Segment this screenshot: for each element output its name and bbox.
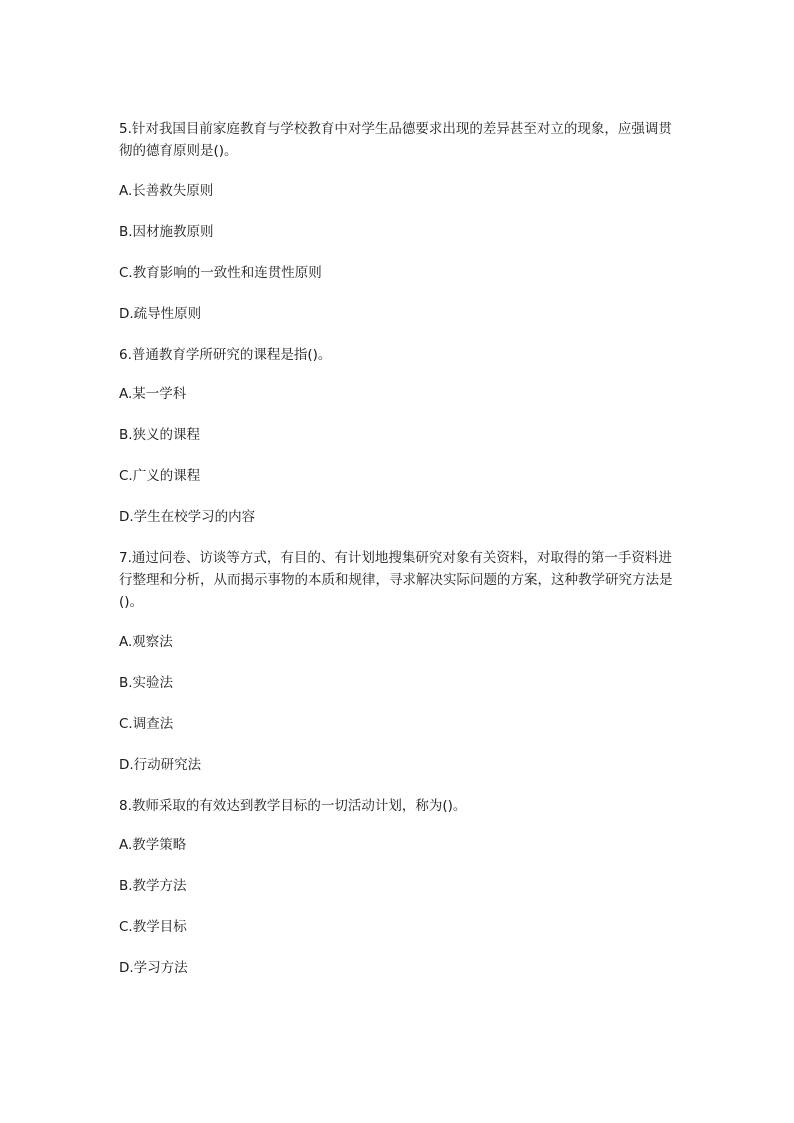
question-5-option-d: D.疏导性原则 [119,306,202,322]
question-5-stem: 5.针对我国目前家庭教育与学校教育中对学生品德要求出现的差异甚至对立的现象，应强调贯彻的德育原则是()。 [119,121,672,159]
question-6-option-b: B.狭义的课程 [119,427,201,443]
question-6-option-c: C.广义的课程 [119,468,201,484]
question-8-option-a: A.教学策略 [119,837,187,853]
question-5-option-b: B.因材施教原则 [119,224,214,240]
question-7-option-b: B.实验法 [119,675,174,691]
question-8-option-b: B.教学方法 [119,878,187,894]
question-7-option-d: D.行动研究法 [119,757,202,773]
question-8-stem: 8.教师采取的有效达到教学目标的一切活动计划，称为()。 [119,798,467,814]
question-7-option-a: A.观察法 [119,634,173,650]
question-7-stem: 7.通过问卷、访谈等方式，有目的、有计划地搜集研究对象有关资料，对取得的第一手资料进行整理和分析，从而揭示事物的本质和规律，寻求解决实际问题的方案，这种教学研究方法是()。 [119,550,673,610]
question-8-option-c: C.教学目标 [119,919,187,935]
question-6-option-a: A.某一学科 [119,386,187,402]
question-6-option-d: D.学生在校学习的内容 [119,509,256,525]
question-8-option-d: D.学习方法 [119,960,188,976]
question-6-stem: 6.普通教育学所研究的课程是指()。 [119,347,332,363]
document-page [119,118,675,998]
question-5-option-a: A.长善救失原则 [119,183,214,199]
question-7-option-c: C.调查法 [119,716,174,732]
question-5-option-c: C.教育影响的一致性和连贯性原则 [119,265,322,281]
